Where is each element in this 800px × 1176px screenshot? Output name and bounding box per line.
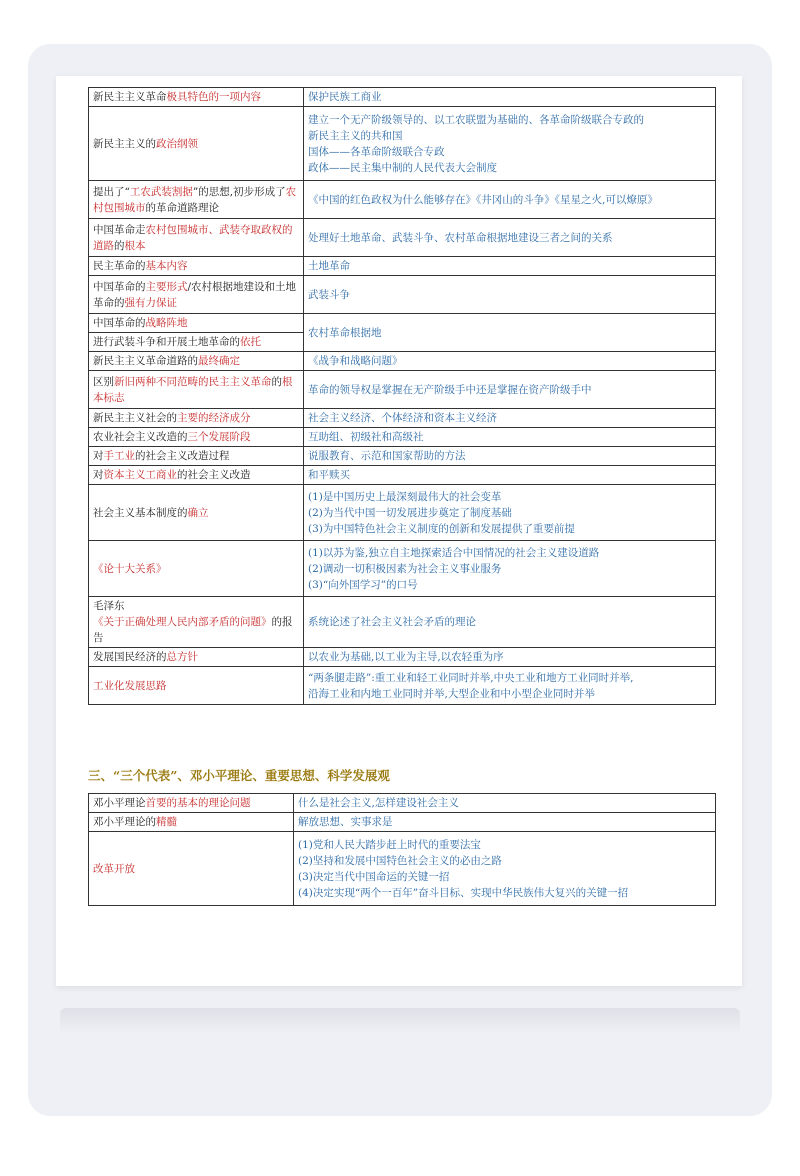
label-text: 中国革命的: [93, 317, 146, 329]
row-label: [89, 371, 304, 409]
label-text: /农村根据地建设和土地革命的: [93, 280, 297, 309]
content-line: (3)决定当代中国命运的关键一招: [298, 870, 450, 883]
row-content: [304, 541, 716, 597]
highlight-text: 强有力保证: [124, 296, 177, 309]
highlight-text: 主要的经济成分: [177, 412, 251, 424]
highlight-text: 主要形式: [145, 280, 188, 293]
table-row: [89, 667, 716, 705]
table-row: [89, 314, 716, 333]
highlight-text: 基本内容: [145, 260, 188, 272]
label-text: 邓小平理论: [93, 797, 146, 809]
table-row: [89, 352, 716, 371]
document-page: [56, 76, 742, 986]
row-content: [304, 181, 716, 219]
row-content: [304, 352, 716, 371]
content-line: 新民主主义的共和国: [308, 129, 403, 142]
row-content: [294, 813, 716, 832]
table-row: [89, 794, 716, 813]
content-line: “两条腿走路”:重工业和轻工业同时并举,中央工业和地方工业同时并举,: [308, 671, 634, 684]
highlight-text: 总方针: [166, 651, 198, 663]
table-row: [89, 813, 716, 832]
highlight-text: 农村包围城市、武装夺取政权的道路: [93, 223, 293, 252]
row-content: [304, 409, 716, 428]
label-text: 的社会主义改造过程: [135, 450, 230, 462]
label-text: 的社会主义改造: [177, 469, 251, 481]
row-label: [89, 314, 304, 333]
row-content: [294, 832, 716, 906]
table-row: [89, 541, 716, 597]
content-line: 《战争和战略问题》: [308, 355, 403, 367]
row-label: [89, 333, 304, 352]
highlight-text: 新旧两种不同范畴的民主主义革命: [114, 375, 272, 388]
highlight-text: 精髓: [156, 816, 177, 828]
content-line: 土地革命: [308, 260, 350, 272]
label-text: 农业社会主义改造的: [93, 431, 188, 443]
content-line: 社会主义经济、个体经济和资本主义经济: [308, 412, 497, 424]
row-content: [304, 667, 716, 705]
highlight-text: 确立: [187, 506, 209, 519]
content-line: 系统论述了社会主义社会矛盾的理论: [308, 616, 476, 628]
content-line: 说服教育、示范和国家帮助的方法: [308, 450, 466, 462]
content-line: 互助组、初级社和高级社: [308, 431, 424, 443]
content-line: 和平赎买: [308, 469, 350, 481]
table-row: [89, 832, 716, 906]
row-label: [89, 648, 304, 667]
content-line: 国体——各革命阶级联合专政: [308, 145, 445, 158]
knowledge-table-1: [88, 87, 716, 705]
content-line: (2)调动一切积极因素为社会主义事业服务: [308, 562, 502, 575]
highlight-text: 手工业: [103, 450, 135, 462]
content-line: (1)是中国历史上最深刻最伟大的社会变革: [308, 490, 502, 503]
row-label: [89, 794, 294, 813]
row-content: [304, 447, 716, 466]
label-text: ”的思想,初步形成了: [192, 185, 286, 198]
label-text: 的: [271, 375, 282, 388]
label-text: 的: [114, 239, 125, 252]
label-text: 对: [93, 450, 104, 462]
table-row: [89, 428, 716, 447]
row-label: [89, 813, 294, 832]
label-text: 新民主主义社会的: [93, 412, 177, 424]
label-text: 社会主义基本制度的: [93, 506, 188, 519]
highlight-text: 最终确定: [198, 355, 240, 367]
content-line: 《中国的红色政权为什么能够存在》《井冈山的斗争》《星星之火,可以燎原》: [308, 193, 658, 206]
content-line: (2)坚持和发展中国特色社会主义的必由之路: [298, 854, 502, 867]
table-row: [89, 409, 716, 428]
label-text: 的报告: [93, 616, 293, 644]
highlight-text: 根本: [124, 239, 146, 252]
highlight-text: 改革开放: [93, 862, 135, 875]
row-content: [304, 257, 716, 276]
label-text: 邓小平理论的: [93, 816, 156, 828]
section-3-title: 三、“三个代表”、邓小平理论、重要思想、科学发展观: [88, 768, 390, 783]
table-row: [89, 371, 716, 409]
table-row: [89, 485, 716, 541]
row-label: [89, 466, 304, 485]
content-line: 革命的领导权是掌握在无产阶级手中还是掌握在资产阶级手中: [308, 383, 592, 396]
table-row: [89, 107, 716, 181]
row-label: [89, 832, 294, 906]
row-label: [89, 107, 304, 181]
content-line: 什么是社会主义,怎样建设社会主义: [298, 797, 459, 809]
label-text: 进行武装斗争和开展土地革命的: [93, 336, 240, 348]
table-row: [89, 219, 716, 257]
highlight-text: 资本主义工商业: [103, 469, 177, 481]
row-content: [304, 276, 716, 314]
content-line: 武装斗争: [308, 288, 350, 301]
label-text: 区别: [93, 375, 114, 388]
row-content: [304, 466, 716, 485]
label-text: 提出了“: [93, 185, 130, 198]
highlight-text: 依托: [240, 336, 261, 348]
row-label: [89, 597, 304, 648]
row-label: [89, 409, 304, 428]
row-label: [89, 541, 304, 597]
content-line: 沿海工业和内地工业同时并举,大型企业和中小型企业同时并举: [308, 687, 595, 700]
row-label: [89, 447, 304, 466]
label-text: 对: [93, 469, 104, 481]
highlight-text: 工业化发展思路: [93, 679, 167, 692]
row-content: [304, 428, 716, 447]
label-text: 中国革命走: [93, 223, 146, 236]
label-text: 毛泽东: [93, 600, 125, 612]
content-line: 处理好土地革命、武装斗争、农村革命根据地建设三者之间的关系: [308, 231, 613, 244]
content-line: 保护民族工商业: [308, 91, 382, 103]
row-content: [304, 314, 716, 352]
label-text: 发展国民经济的: [93, 651, 167, 663]
row-content: [304, 88, 716, 107]
content-line: (1)以苏为鉴,独立自主地探索适合中国情况的社会主义建设道路: [308, 546, 600, 559]
label-text: 中国革命的: [93, 280, 146, 293]
highlight-text: 根本标志: [93, 375, 293, 404]
row-label: [89, 667, 304, 705]
content-line: (4)决定实现“两个一百年”奋斗目标、实现中华民族伟大复兴的关键一招: [298, 886, 629, 899]
highlight-text: 农村包围城市: [93, 185, 297, 214]
row-label: [89, 181, 304, 219]
row-label: [89, 428, 304, 447]
row-label: [89, 88, 304, 107]
content-line: 农村革命根据地: [308, 326, 382, 339]
table-row: [89, 447, 716, 466]
label-text: 新民主主义革命: [93, 91, 167, 103]
row-label: [89, 276, 304, 314]
label-text: 新民主主义革命道路的: [93, 355, 198, 367]
row-content: [304, 107, 716, 181]
highlight-text: 《关于正确处理人民内部矛盾的问题》: [93, 616, 272, 628]
content-line: (2)为当代中国一切发展进步奠定了制度基础: [308, 506, 512, 519]
row-content: [294, 794, 716, 813]
highlight-text: 工农武装割据: [129, 185, 193, 198]
highlight-text: 政治纲领: [156, 137, 198, 150]
highlight-text: 极具特色的一项内容: [166, 91, 261, 103]
content-line: (3)为中国特色社会主义制度的创新和发展提供了重要前提: [308, 522, 575, 535]
knowledge-table-2: [88, 793, 716, 906]
row-label: [89, 257, 304, 276]
content-line: 建立一个无产阶级领导的、以工农联盟为基础的、各革命阶级联合专政的: [308, 113, 644, 126]
row-label: [89, 219, 304, 257]
highlight-text: 《论十大关系》: [93, 562, 167, 575]
highlight-text: 战略阵地: [145, 317, 188, 329]
table-row: [89, 257, 716, 276]
table-row: [89, 276, 716, 314]
label-text: 新民主主义的: [93, 137, 156, 150]
table-row: [89, 648, 716, 667]
label-text: 民主革命的: [93, 260, 146, 272]
content-line: 政体——民主集中制的人民代表大会制度: [308, 161, 497, 174]
row-content: [304, 485, 716, 541]
table-row: [89, 597, 716, 648]
row-content: [304, 371, 716, 409]
content-line: 解放思想、实事求是: [298, 816, 393, 828]
row-content: [304, 648, 716, 667]
row-label: [89, 485, 304, 541]
row-label: [89, 352, 304, 371]
row-content: [304, 597, 716, 648]
highlight-text: 首要的基本的理论问题: [145, 797, 251, 809]
content-line: (3)“向外国学习”的口号: [308, 578, 418, 591]
content-line: (1)党和人民大踏步赶上时代的重要法宝: [298, 838, 481, 851]
row-content: [304, 219, 716, 257]
label-text: 的革命道路理论: [145, 201, 219, 214]
table-row: [89, 466, 716, 485]
highlight-text: 三个发展阶段: [187, 431, 251, 443]
table-row: [89, 88, 716, 107]
content-line: 以农业为基础,以工业为主导,以农轻重为序: [308, 651, 504, 663]
page-shadow: [60, 1008, 740, 1034]
table-row: [89, 181, 716, 219]
